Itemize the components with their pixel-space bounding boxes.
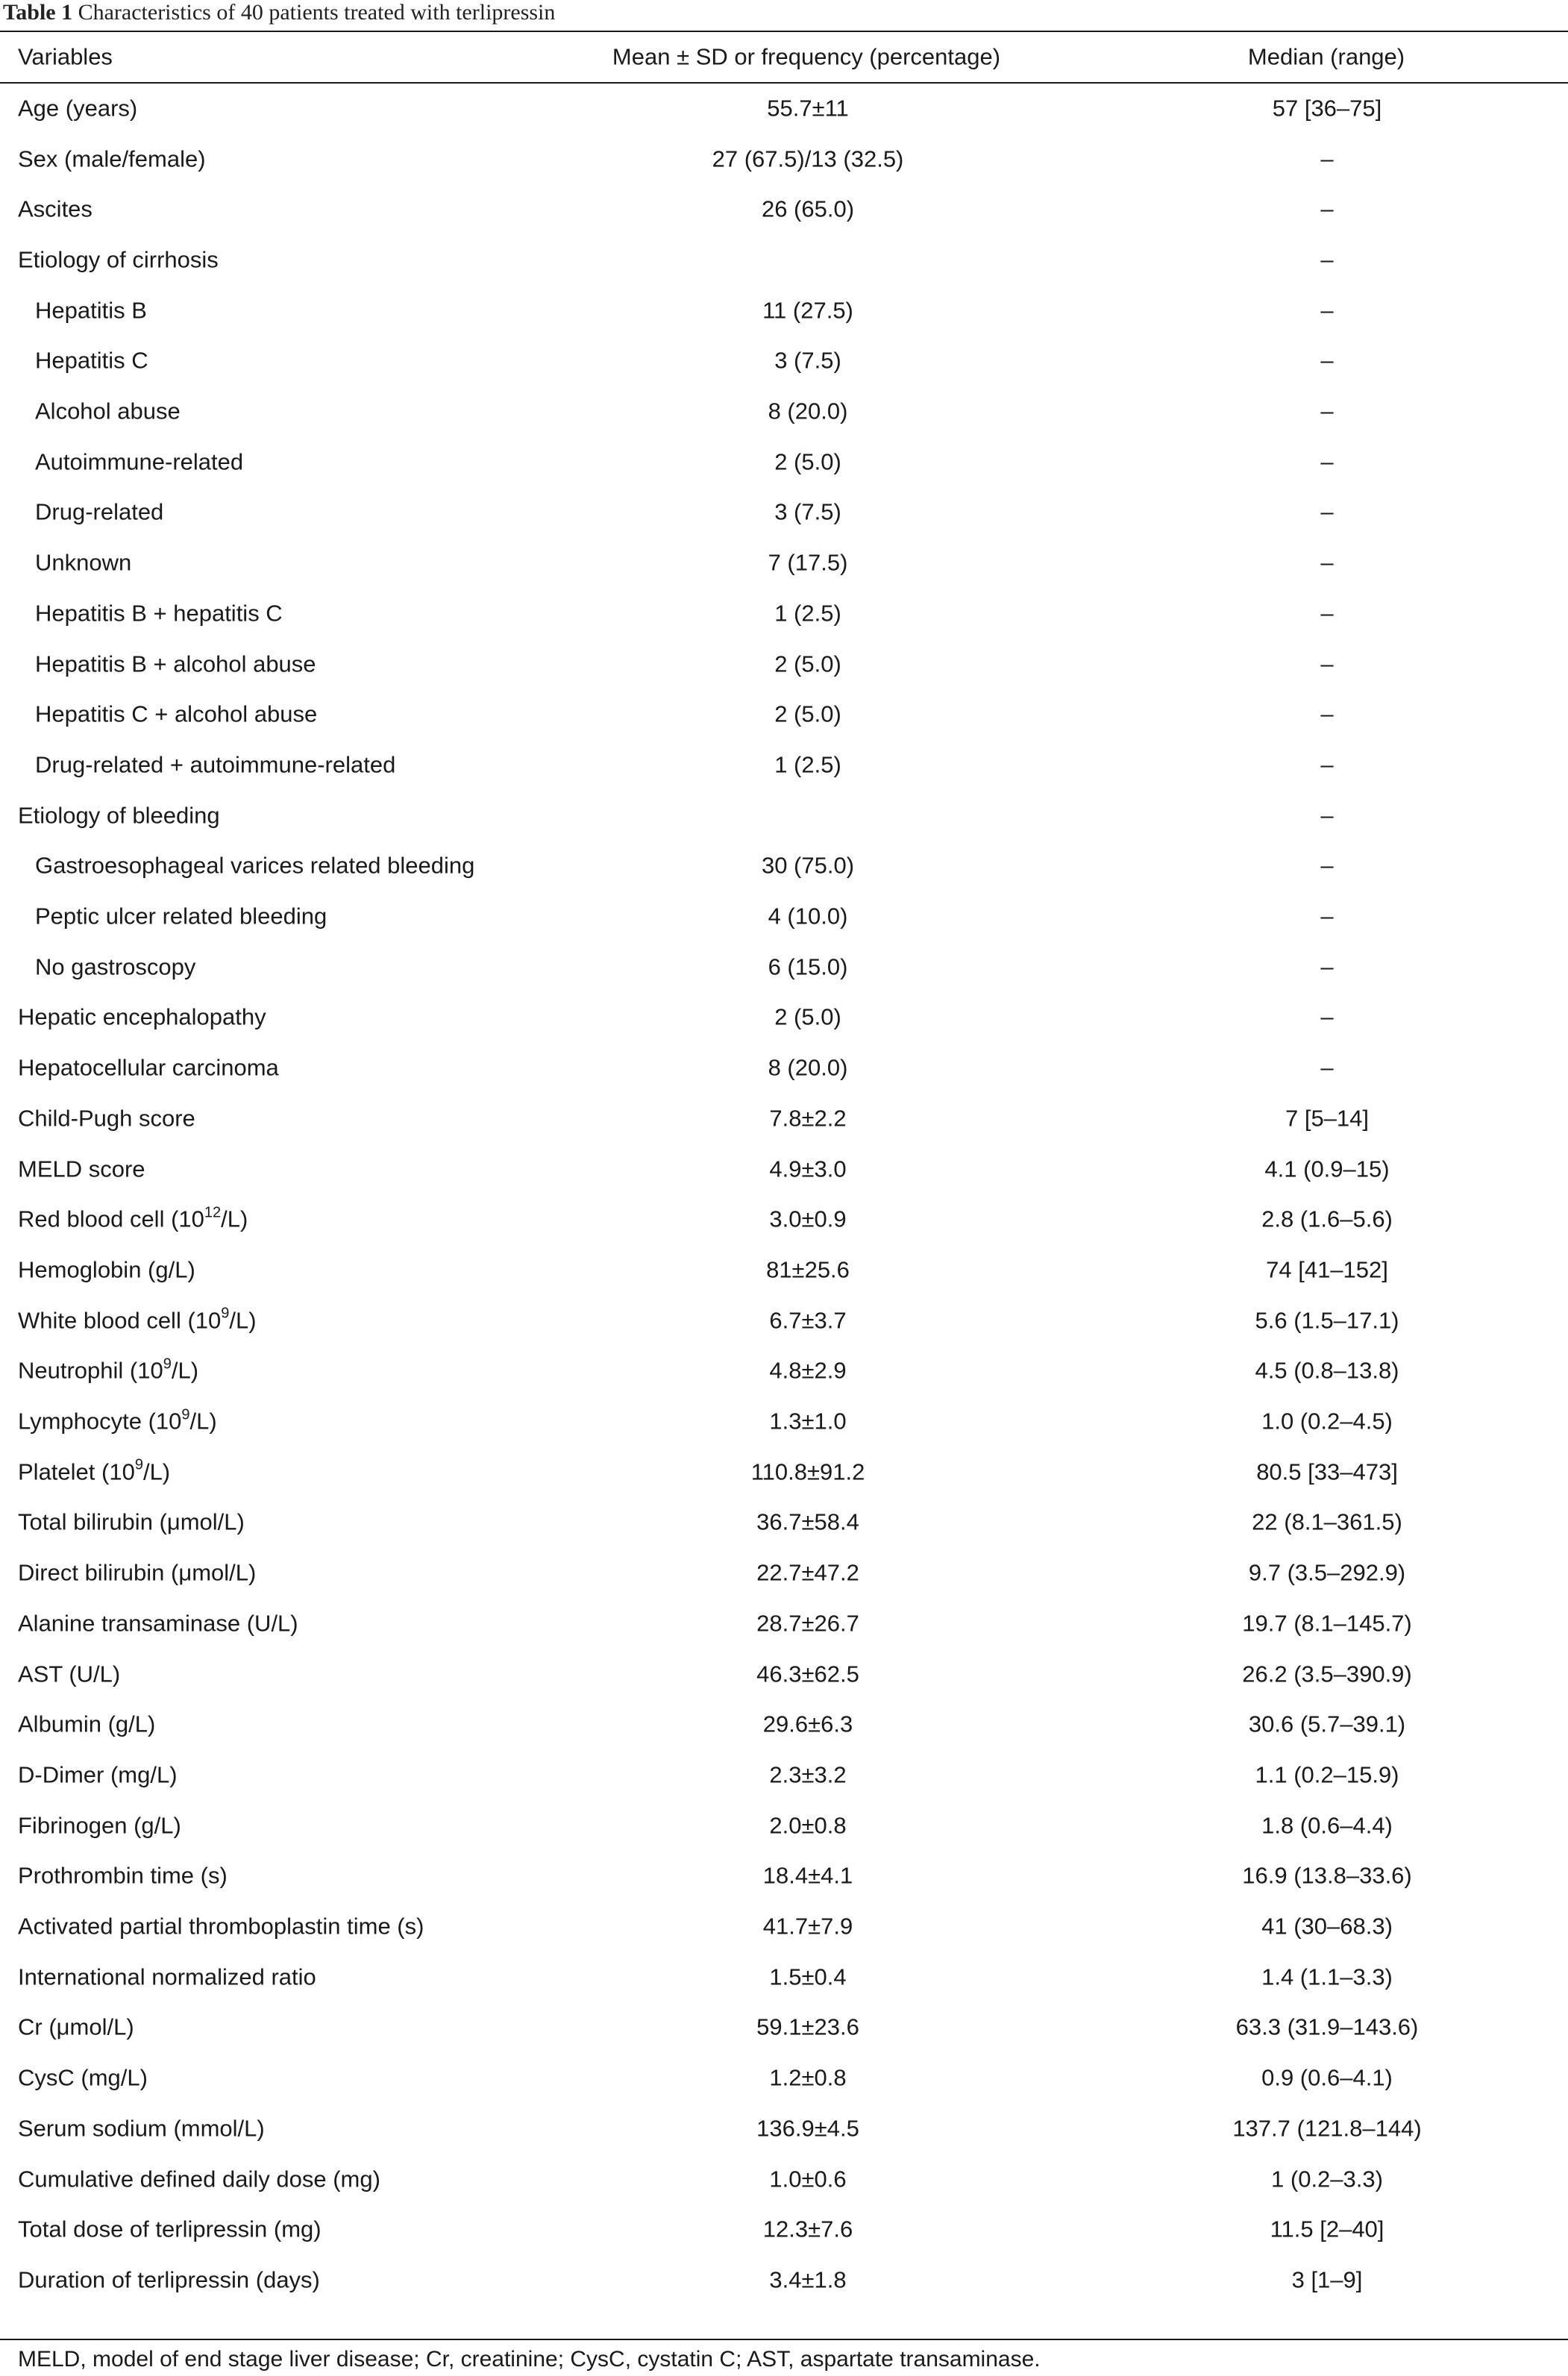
table-row (0, 234, 1568, 285)
row-median-value: – (1320, 700, 1334, 727)
row-variable (18, 1105, 195, 1132)
row-median-value: 16.9 (13.8–33.6) (1242, 1862, 1412, 1889)
row-median-value: – (1320, 903, 1334, 930)
table-row (0, 537, 1568, 588)
row-variable-text: AST (U/L) (18, 1661, 121, 1687)
row-variable-text: Hepatitis B + alcohol abuse (35, 651, 316, 677)
table-row (0, 2002, 1568, 2053)
row-mean-value: 22.7±47.2 (756, 1559, 859, 1586)
row-variable-text: Hepatic encephalopathy (18, 1003, 266, 1030)
row-variable-text: Prothrombin time (s) (18, 1862, 228, 1889)
row-mean-value: 81±25.6 (766, 1256, 850, 1283)
table-row (0, 689, 1568, 739)
row-variable-text: Hepatocellular carcinoma (18, 1054, 279, 1081)
row-variable (18, 2013, 134, 2040)
row-median-value: – (1320, 498, 1334, 525)
row-mean-value: 29.6±6.3 (762, 1711, 853, 1737)
table-row (0, 1194, 1568, 1244)
row-mean-value: 28.7±26.7 (756, 1610, 859, 1637)
row-variable (35, 700, 318, 727)
table-footnote: MELD, model of end stage liver disease; Cr, creatinine; CysC, cystatin C; AST, aspartate transaminase. (18, 2347, 1041, 2372)
table-row (0, 1800, 1568, 1851)
row-mean-value: 7.8±2.2 (769, 1105, 847, 1132)
row-variable-text: Duration of terlipressin (days) (18, 2266, 320, 2293)
row-median-value: 30.6 (5.7–39.1) (1248, 1711, 1406, 1737)
column-header-mean: Mean ± SD or frequency (percentage) (612, 43, 1001, 70)
table-row (0, 1446, 1568, 1497)
table-row (0, 790, 1568, 841)
table-row (0, 1851, 1568, 1902)
row-variable-text: Hepatitis B (35, 297, 147, 324)
row-mean-value: 7 (17.5) (768, 549, 848, 576)
row-mean-value: 8 (20.0) (768, 398, 848, 424)
table-bottom-rule (0, 2339, 1568, 2340)
table-row (0, 1749, 1568, 1800)
row-variable-superscript: 9 (134, 1456, 143, 1473)
row-mean-value: 6 (15.0) (768, 953, 848, 980)
row-variable (18, 1258, 195, 1281)
table-row (0, 134, 1568, 184)
row-variable (18, 1003, 266, 1030)
row-variable (35, 349, 148, 372)
table-row (0, 2154, 1568, 2204)
table-row (0, 1295, 1568, 1346)
row-variable (18, 1406, 217, 1435)
row-variable-superscript: 9 (221, 1305, 230, 1322)
row-mean-value: 110.8±91.2 (750, 1458, 865, 1485)
row-variable-suffix: /L) (221, 1206, 248, 1232)
row-median-value: – (1320, 549, 1334, 576)
column-header-median: Median (range) (1247, 43, 1405, 70)
row-median-value: – (1320, 751, 1334, 778)
row-variable-text: Age (years) (18, 95, 138, 122)
row-mean-value: 2 (5.0) (774, 651, 841, 677)
row-variable (35, 400, 181, 423)
row-variable-suffix: /L) (142, 1458, 171, 1485)
row-median-value: 74 [41–152] (1266, 1256, 1388, 1283)
row-mean-value: 41.7±7.9 (762, 1913, 853, 1940)
row-variable-text: Platelet (10 (18, 1458, 135, 1485)
row-variable-superscript: 9 (181, 1406, 190, 1423)
row-variable-text: Lymphocyte (10 (18, 1408, 182, 1435)
row-mean-value: 30 (75.0) (761, 852, 855, 879)
row-variable (18, 2218, 322, 2241)
row-variable-text: Direct bilirubin (μmol/L) (18, 1559, 257, 1586)
row-variable-text: Alanine transaminase (U/L) (18, 1610, 298, 1637)
row-mean-value: 46.3±62.5 (756, 1661, 859, 1687)
row-mean-value: 1.5±0.4 (769, 1963, 847, 1990)
row-median-value: 7 [5–14] (1285, 1105, 1370, 1132)
row-median-value: 4.5 (0.8–13.8) (1255, 1357, 1399, 1384)
row-variable (18, 803, 220, 827)
column-header-variables: Variables (18, 43, 113, 70)
row-variable-text: Autoimmune-related (35, 448, 244, 475)
table-row (0, 436, 1568, 487)
row-median-value: – (1320, 1003, 1334, 1030)
row-variable-text: International normalized ratio (18, 1963, 316, 1990)
row-variable-text: Etiology of cirrhosis (18, 246, 219, 273)
row-median-value: – (1320, 347, 1334, 374)
table-row (0, 1952, 1568, 2002)
row-mean-value: 2 (5.0) (774, 700, 841, 727)
table-row (0, 992, 1568, 1043)
row-variable-superscript: 12 (204, 1204, 222, 1221)
row-mean-value: 4.9±3.0 (769, 1156, 847, 1182)
row-median-value: 11.5 [2–40] (1270, 2216, 1384, 2242)
row-median-value: 9.7 (3.5–292.9) (1248, 1559, 1406, 1586)
row-median-value: – (1320, 852, 1334, 879)
row-variable-text: Hepatitis C (35, 347, 148, 374)
row-variable (18, 195, 92, 222)
row-variable (18, 1713, 155, 1736)
row-variable (18, 95, 138, 122)
table-row (0, 1346, 1568, 1397)
row-median-value: 137.7 (121.8–144) (1232, 2115, 1422, 2142)
row-variable-superscript: 9 (163, 1355, 172, 1373)
row-median-value: 3 [1–9] (1291, 2266, 1363, 2293)
row-median-value: 19.7 (8.1–145.7) (1242, 1610, 1412, 1637)
table-row (0, 1396, 1568, 1446)
table-row (0, 739, 1568, 790)
row-variable (18, 2268, 320, 2291)
row-variable-suffix: /L) (229, 1307, 257, 1334)
row-variable (35, 652, 316, 675)
row-variable-text: Sex (male/female) (18, 145, 206, 172)
table-row (0, 1144, 1568, 1194)
table-row (0, 639, 1568, 689)
row-variable-text: No gastroscopy (35, 953, 196, 980)
row-mean-value: 55.7±11 (767, 95, 849, 122)
row-variable-text: White blood cell (10 (18, 1307, 222, 1334)
row-mean-value: 4.8±2.9 (769, 1357, 847, 1384)
table-row (0, 1547, 1568, 1598)
row-mean-value: 3 (7.5) (774, 498, 841, 525)
table-row (0, 184, 1568, 234)
row-variable-text: Drug-related + autoimmune-related (35, 751, 396, 778)
row-mean-value: 12.3±7.6 (762, 2216, 853, 2242)
row-variable-suffix: /L) (189, 1408, 217, 1435)
row-median-value: – (1320, 1054, 1334, 1081)
row-variable (18, 1508, 245, 1535)
row-variable (18, 1864, 228, 1887)
row-mean-value: 1.2±0.8 (769, 2064, 847, 2091)
row-variable (18, 1056, 279, 1079)
row-variable-text: Fibrinogen (g/L) (18, 1812, 181, 1839)
row-variable (18, 1204, 248, 1232)
row-median-value: 4.1 (0.9–15) (1264, 1156, 1390, 1182)
table-row (0, 285, 1568, 336)
row-variable (35, 450, 243, 473)
table-title: Characteristics of 40 patients treated with terlipressin (78, 0, 556, 25)
row-variable (18, 1814, 181, 1837)
row-variable-text: Neutrophil (10 (18, 1357, 163, 1384)
row-mean-value: 11 (27.5) (762, 297, 853, 324)
row-median-value: – (1320, 651, 1334, 677)
table-row (0, 588, 1568, 639)
row-mean-value: 3.4±1.8 (769, 2266, 847, 2293)
row-mean-value: 8 (20.0) (768, 1054, 848, 1081)
row-variable (35, 551, 131, 574)
row-variable-text: Unknown (35, 549, 132, 576)
row-variable-text: Total dose of terlipressin (mg) (18, 2216, 322, 2242)
row-median-value: 1.1 (0.2–15.9) (1255, 1761, 1399, 1788)
row-mean-value: 1 (2.5) (774, 600, 841, 627)
row-median-value: – (1320, 600, 1334, 627)
row-median-value: – (1320, 297, 1334, 324)
row-median-value: 41 (30–68.3) (1261, 1913, 1393, 1940)
row-mean-value: 18.4±4.1 (762, 1862, 853, 1889)
table-caption (3, 0, 555, 30)
row-variable-text: Hemoglobin (g/L) (18, 1256, 195, 1283)
row-variable (18, 1763, 178, 1786)
row-median-value: 80.5 [33–473] (1256, 1458, 1398, 1485)
row-variable (18, 2116, 265, 2140)
row-mean-value: 27 (67.5)/13 (32.5) (712, 145, 904, 172)
row-variable-text: CysC (mg/L) (18, 2064, 148, 2091)
row-mean-value: 4 (10.0) (768, 903, 848, 930)
row-variable (35, 498, 164, 525)
table-label: Table 1 (3, 0, 73, 25)
row-variable (35, 298, 147, 322)
row-variable-text: Etiology of bleeding (18, 802, 220, 829)
row-mean-value: 2.0±0.8 (769, 1812, 847, 1839)
row-variable (18, 147, 206, 170)
row-median-value: 0.9 (0.6–4.1) (1261, 2064, 1393, 2091)
row-variable (18, 1305, 257, 1334)
table-row (0, 2254, 1568, 2305)
table-row (0, 941, 1568, 992)
row-median-value: – (1320, 195, 1334, 222)
row-median-value: 1.4 (1.1–3.3) (1261, 1963, 1393, 1990)
row-variable (18, 1662, 120, 1685)
table-row (0, 2052, 1568, 2103)
row-median-value: – (1320, 145, 1334, 172)
row-variable (18, 2066, 148, 2090)
row-variable (35, 905, 327, 928)
table-row (0, 1497, 1568, 1548)
row-median-value: 26.2 (3.5–390.9) (1242, 1661, 1412, 1687)
row-mean-value: 1.3±1.0 (769, 1408, 847, 1435)
row-variable-text: Cumulative defined daily dose (mg) (18, 2166, 380, 2192)
row-mean-value: 2 (5.0) (774, 448, 841, 475)
table-row (0, 336, 1568, 386)
row-median-value: 1 (0.2–3.3) (1271, 2166, 1383, 2192)
table-row (0, 1244, 1568, 1295)
row-median-value: 5.6 (1.5–17.1) (1255, 1307, 1399, 1334)
row-variable (35, 854, 474, 877)
row-variable-text: D-Dimer (mg/L) (18, 1761, 178, 1788)
row-median-value: – (1320, 802, 1334, 829)
row-variable (18, 1965, 316, 1988)
table-row (0, 1649, 1568, 1699)
table-row (0, 2103, 1568, 2154)
row-variable-text: Ascites (18, 195, 92, 222)
row-variable-suffix: /L) (171, 1357, 199, 1384)
row-median-value: – (1320, 246, 1334, 273)
row-mean-value: 3.0±0.9 (769, 1206, 847, 1232)
row-mean-value: 59.1±23.6 (756, 2013, 859, 2040)
table-row (0, 487, 1568, 538)
row-median-value: – (1320, 448, 1334, 475)
row-variable-text: Alcohol abuse (35, 398, 181, 424)
row-variable-text: Drug-related (35, 498, 164, 525)
table-row (0, 83, 1568, 134)
row-variable-text: Serum sodium (mmol/L) (18, 2115, 265, 2142)
row-variable (35, 600, 283, 627)
table-row (0, 386, 1568, 436)
row-mean-value: 36.7±58.4 (756, 1508, 859, 1535)
row-median-value: 22 (8.1–361.5) (1252, 1508, 1402, 1535)
row-median-value: 1.0 (0.2–4.5) (1261, 1408, 1393, 1435)
row-mean-value: 3 (7.5) (774, 347, 841, 374)
row-variable (18, 2167, 380, 2190)
row-mean-value: 2.3±3.2 (769, 1761, 847, 1788)
row-variable-text: Cr (μmol/L) (18, 2013, 134, 2040)
row-variable-text: Child-Pugh score (18, 1105, 195, 1132)
row-median-value: 63.3 (31.9–143.6) (1235, 2013, 1419, 2040)
table-header-row (0, 31, 1568, 83)
row-mean-value: 136.9±4.5 (756, 2115, 859, 2142)
table-row (0, 1093, 1568, 1144)
row-variable-text: Hepatitis C + alcohol abuse (35, 700, 318, 727)
row-median-value: 57 [36–75] (1272, 95, 1382, 122)
row-mean-value: 26 (65.0) (761, 195, 855, 222)
row-variable-text: Hepatitis B + hepatitis C (35, 600, 283, 627)
row-mean-value: 6.7±3.7 (769, 1307, 847, 1334)
table-row (0, 891, 1568, 941)
row-median-value: – (1320, 398, 1334, 424)
row-variable-text: Gastroesophageal varices related bleeding (35, 852, 475, 879)
row-variable (35, 753, 395, 776)
row-variable-text: Total bilirubin (μmol/L) (18, 1508, 245, 1535)
row-variable (18, 248, 219, 271)
row-variable-text: Albumin (g/L) (18, 1711, 156, 1737)
row-variable (18, 1915, 424, 1938)
table-row (0, 841, 1568, 891)
row-variable-text: Activated partial thromboplastin time (s) (18, 1913, 424, 1940)
row-median-value: – (1320, 953, 1334, 980)
row-variable (18, 1456, 171, 1485)
row-variable-text: Peptic ulcer related bleeding (35, 903, 327, 930)
row-mean-value: 2 (5.0) (774, 1003, 841, 1030)
row-mean-value: 1.0±0.6 (769, 2166, 847, 2192)
row-variable-text: MELD score (18, 1156, 145, 1182)
table-row (0, 2204, 1568, 2254)
table-row (0, 1699, 1568, 1749)
row-variable (18, 1610, 298, 1637)
row-median-value: 2.8 (1.6–5.6) (1261, 1206, 1393, 1232)
table-row (0, 1598, 1568, 1649)
row-median-value: 1.8 (0.6–4.4) (1261, 1812, 1393, 1839)
row-variable (18, 1355, 199, 1384)
row-variable (35, 955, 195, 978)
row-variable (18, 1157, 145, 1180)
table-row (0, 1901, 1568, 1952)
table-row (0, 1042, 1568, 1093)
row-mean-value: 1 (2.5) (774, 751, 841, 778)
row-variable-text: Red blood cell (10 (18, 1206, 204, 1232)
row-variable (18, 1561, 256, 1584)
